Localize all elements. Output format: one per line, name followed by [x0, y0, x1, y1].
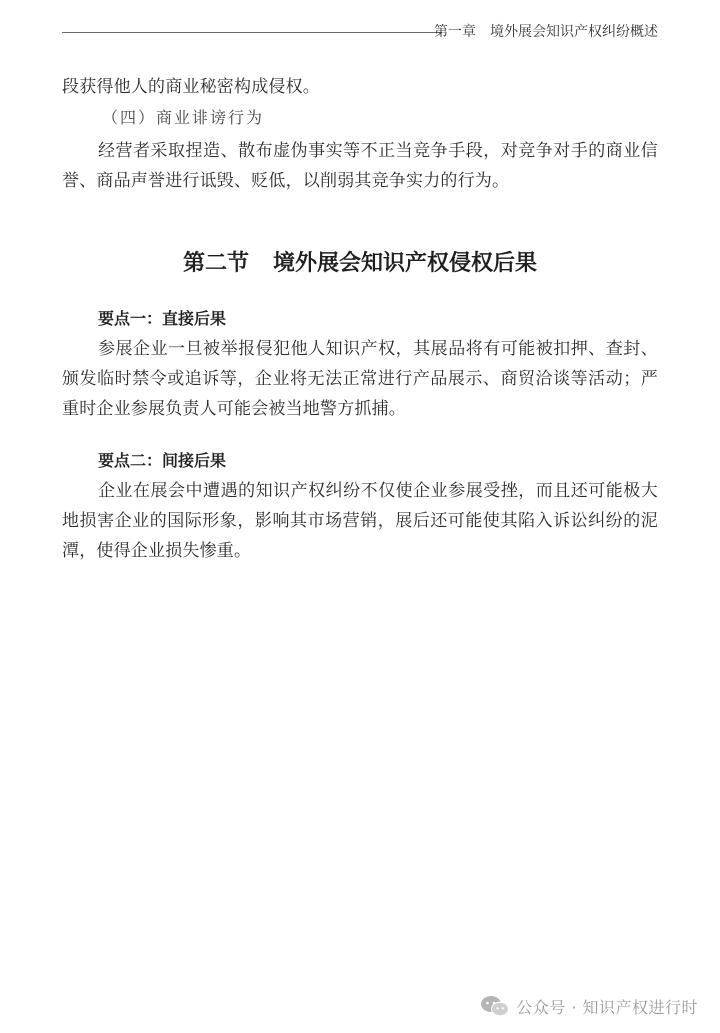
header-rule: [62, 32, 442, 33]
header-chapter: 第一章: [434, 24, 476, 40]
subheading-commercial-defamation: （四）商业诽谤行为: [102, 108, 265, 127]
page-content: [62, 72, 658, 566]
wechat-icon: [480, 995, 510, 1017]
paragraph-continuation: 段获得他人的商业秘密构成侵权。: [62, 77, 320, 97]
header-text: [434, 20, 658, 44]
section-title: [62, 248, 658, 280]
watermark: [480, 993, 698, 1019]
section-heading: 境外展会知识产权侵权后果: [273, 251, 538, 276]
paragraph-defamation: 经营者采取捏造、散布虚伪事实等不正当竞争手段，对竞争对手的商业信誉、商品声誉进行诋毁、贬低，以削弱其竞争实力的行为。: [62, 141, 658, 191]
point-heading-indirect: 要点二：间接后果: [98, 451, 227, 470]
spacer: [62, 424, 658, 446]
header-title: 境外展会知识产权纠纷概述: [490, 24, 658, 40]
section-number: 第二节: [182, 251, 249, 276]
watermark-text: 公众号 · 知识产权进行时: [516, 997, 698, 1017]
running-header: [62, 20, 658, 44]
paragraph-indirect-consequence: 企业在展会中遭遇的知识产权纠纷不仅使企业参展受挫，而且还可能极大地损害企业的国际形象，影响其市场营销，展后还可能使其陷入诉讼纠纷的泥潭，使得企业损失惨重。: [62, 481, 658, 561]
paragraph-direct-consequence: 参展企业一旦被举报侵犯他人知识产权，其展品将有可能被扣押、查封、颁发临时禁令或追诉等，企业将无法正常进行产品展示、商贸洽谈等活动；严重时企业参展负责人可能会被当地警方抓捕。: [62, 339, 658, 419]
point-heading-direct: 要点一：直接后果: [98, 309, 227, 328]
